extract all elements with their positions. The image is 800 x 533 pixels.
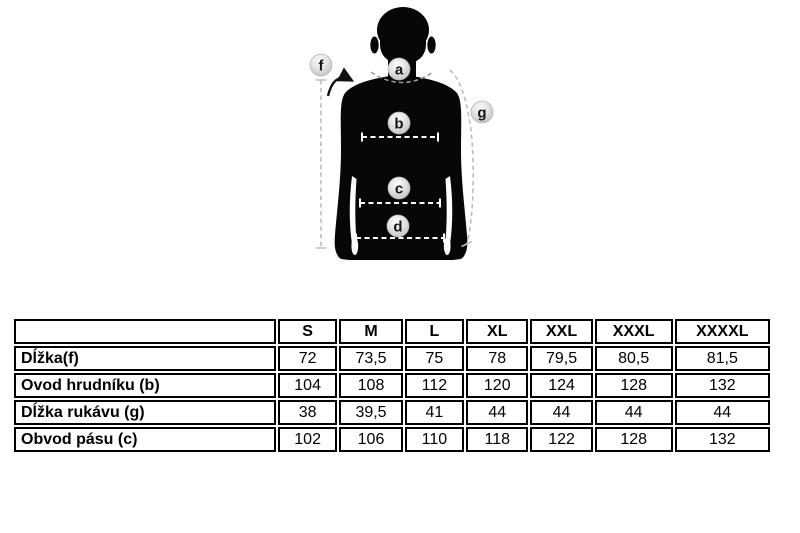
measurement-value: 128 (595, 427, 673, 452)
measurement-value: 112 (405, 373, 464, 398)
measurement-label: Obvod pásu (c) (14, 427, 276, 452)
measurement-value: 132 (675, 427, 770, 452)
measurement-label: Ovod hrudníku (b) (14, 373, 276, 398)
silhouette-ear-right (427, 37, 435, 54)
silhouette-ear-left (370, 37, 378, 54)
measurement-value: 122 (530, 427, 592, 452)
marker-c-label: c (394, 180, 404, 198)
measurement-value: 80,5 (595, 346, 673, 371)
marker-d (387, 215, 409, 237)
marker-b-label: b (394, 115, 404, 133)
measurement-value: 128 (595, 373, 673, 398)
measurement-value: 132 (675, 373, 770, 398)
size-column-header: XXL (530, 319, 592, 344)
size-table-header-row (14, 319, 770, 344)
measurement-value: 44 (466, 400, 528, 425)
measurement-value: 39,5 (339, 400, 402, 425)
measurement-value: 106 (339, 427, 402, 452)
measurement-row (14, 427, 770, 452)
measurement-value: 104 (278, 373, 337, 398)
marker-d-label: d (393, 218, 403, 236)
measurement-value: 81,5 (675, 346, 770, 371)
size-column-header: XXXXL (675, 319, 770, 344)
size-column-header: XXXL (595, 319, 673, 344)
measurement-value: 120 (466, 373, 528, 398)
marker-b (388, 112, 410, 134)
marker-c (388, 177, 410, 199)
measurement-value: 79,5 (530, 346, 592, 371)
length-measure-line-f (316, 80, 327, 248)
measurement-value: 38 (278, 400, 337, 425)
measurement-value: 108 (339, 373, 402, 398)
corner-cell (14, 319, 276, 344)
size-table-body (14, 346, 770, 452)
measurement-row (14, 346, 770, 371)
measurement-value: 44 (595, 400, 673, 425)
measurement-value: 72 (278, 346, 337, 371)
size-column-header: S (278, 319, 337, 344)
size-column-header: M (339, 319, 402, 344)
measurement-label: Dĺžka rukávu (g) (14, 400, 276, 425)
marker-g-label: g (477, 104, 487, 122)
measurement-value: 44 (530, 400, 592, 425)
marker-f (310, 54, 332, 76)
size-column-header: XL (466, 319, 528, 344)
measurement-row (14, 373, 770, 398)
measurement-value: 102 (278, 427, 337, 452)
marker-f-label: f (318, 57, 324, 75)
measurement-value: 41 (405, 400, 464, 425)
measurement-value: 118 (466, 427, 528, 452)
measurement-value: 75 (405, 346, 464, 371)
measurement-value: 73,5 (339, 346, 402, 371)
measurement-value: 78 (466, 346, 528, 371)
marker-a-label: a (394, 61, 404, 79)
marker-g (471, 101, 493, 123)
measurement-label: Dĺžka(f) (14, 346, 276, 371)
measurement-row (14, 400, 770, 425)
measurement-value: 110 (405, 427, 464, 452)
measurement-value: 124 (530, 373, 592, 398)
size-column-header: L (405, 319, 464, 344)
size-table (12, 317, 772, 454)
marker-a (388, 58, 410, 80)
measurement-value: 44 (675, 400, 770, 425)
